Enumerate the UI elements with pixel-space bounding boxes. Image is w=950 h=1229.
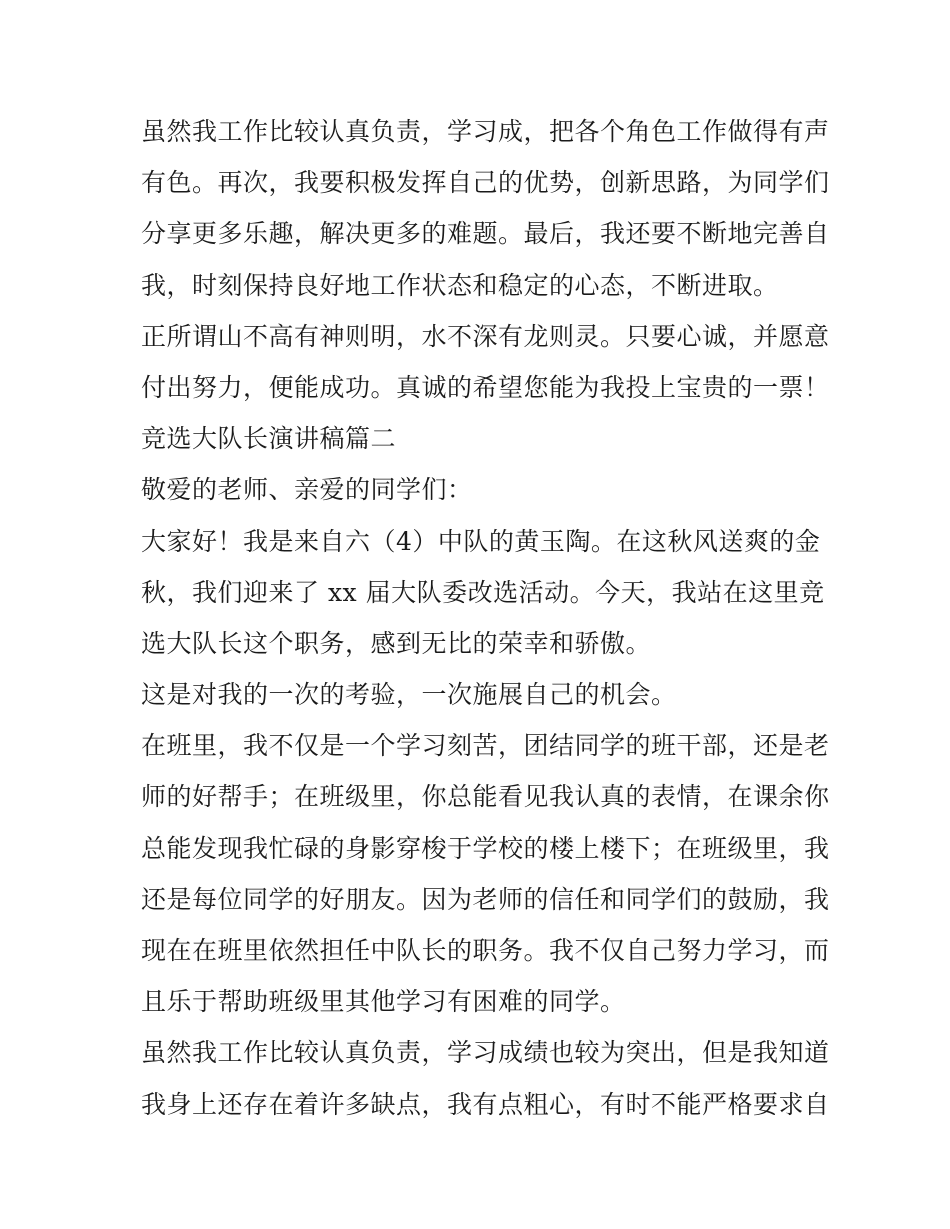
text-line: 我身上还存在着许多缺点，我有点粗心，有时不能严格要求自 [141, 1089, 830, 1119]
text-line: 这是对我的一次的考验，一次施展自己的机会。 [141, 680, 677, 710]
text-line: 正所谓山不高有神则明，水不深有龙则灵。只要心诚，并愿意 [141, 321, 830, 351]
text-line: 付出努力，便能成功。真诚的希望您能为我投上宝贵的一票！ [141, 372, 830, 402]
text-line: 选大队长这个职务，感到无比的荣幸和骄傲。 [141, 628, 652, 658]
text-line: 在班里，我不仅是一个学习刻苦，团结同学的班干部，还是老 [141, 731, 830, 761]
text-line: 还是每位同学的好朋友。因为老师的信任和同学们的鼓励，我 [141, 884, 830, 914]
section-title: 竞选大队长演讲稿篇二 [141, 424, 397, 454]
text-line: 师的好帮手；在班级里，你总能看见我认真的表情，在课余你 [141, 782, 830, 812]
text-line: 虽然我工作比较认真负责，学习成绩也较为突出，但是我知道 [141, 1038, 830, 1068]
text-line: 总能发现我忙碌的身影穿梭于学校的楼上楼下；在班级里，我 [141, 833, 830, 863]
text-line: 现在在班里依然担任中队长的职务。我不仅自己努力学习，而 [141, 936, 830, 965]
document-body [141, 106, 830, 1130]
text-line: 大家好！我是来自六（4）中队的黄玉陶。在这秋风送爽的金 [141, 526, 821, 556]
salutation: 敬爱的老师、亲爱的同学们： [141, 475, 473, 505]
text-line: 分享更多乐趣，解决更多的难题。最后，我还要不断地完善自 [141, 219, 830, 249]
text-line: 我，时刻保持良好地工作状态和稳定的心态，不断进取。 [141, 270, 779, 300]
text-line: 虽然我工作比较认真负责，学习成，把各个角色工作做得有声 [141, 117, 830, 146]
text-line: 有色。再次，我要积极发挥自己的优势，创新思路，为同学们 [141, 168, 830, 198]
text-line: 且乐于帮助班级里其他学习有困难的同学。 [141, 987, 626, 1017]
text-line: 秋，我们迎来了 xx 届大队委改选活动。今天，我站在这里竞 [141, 577, 825, 607]
